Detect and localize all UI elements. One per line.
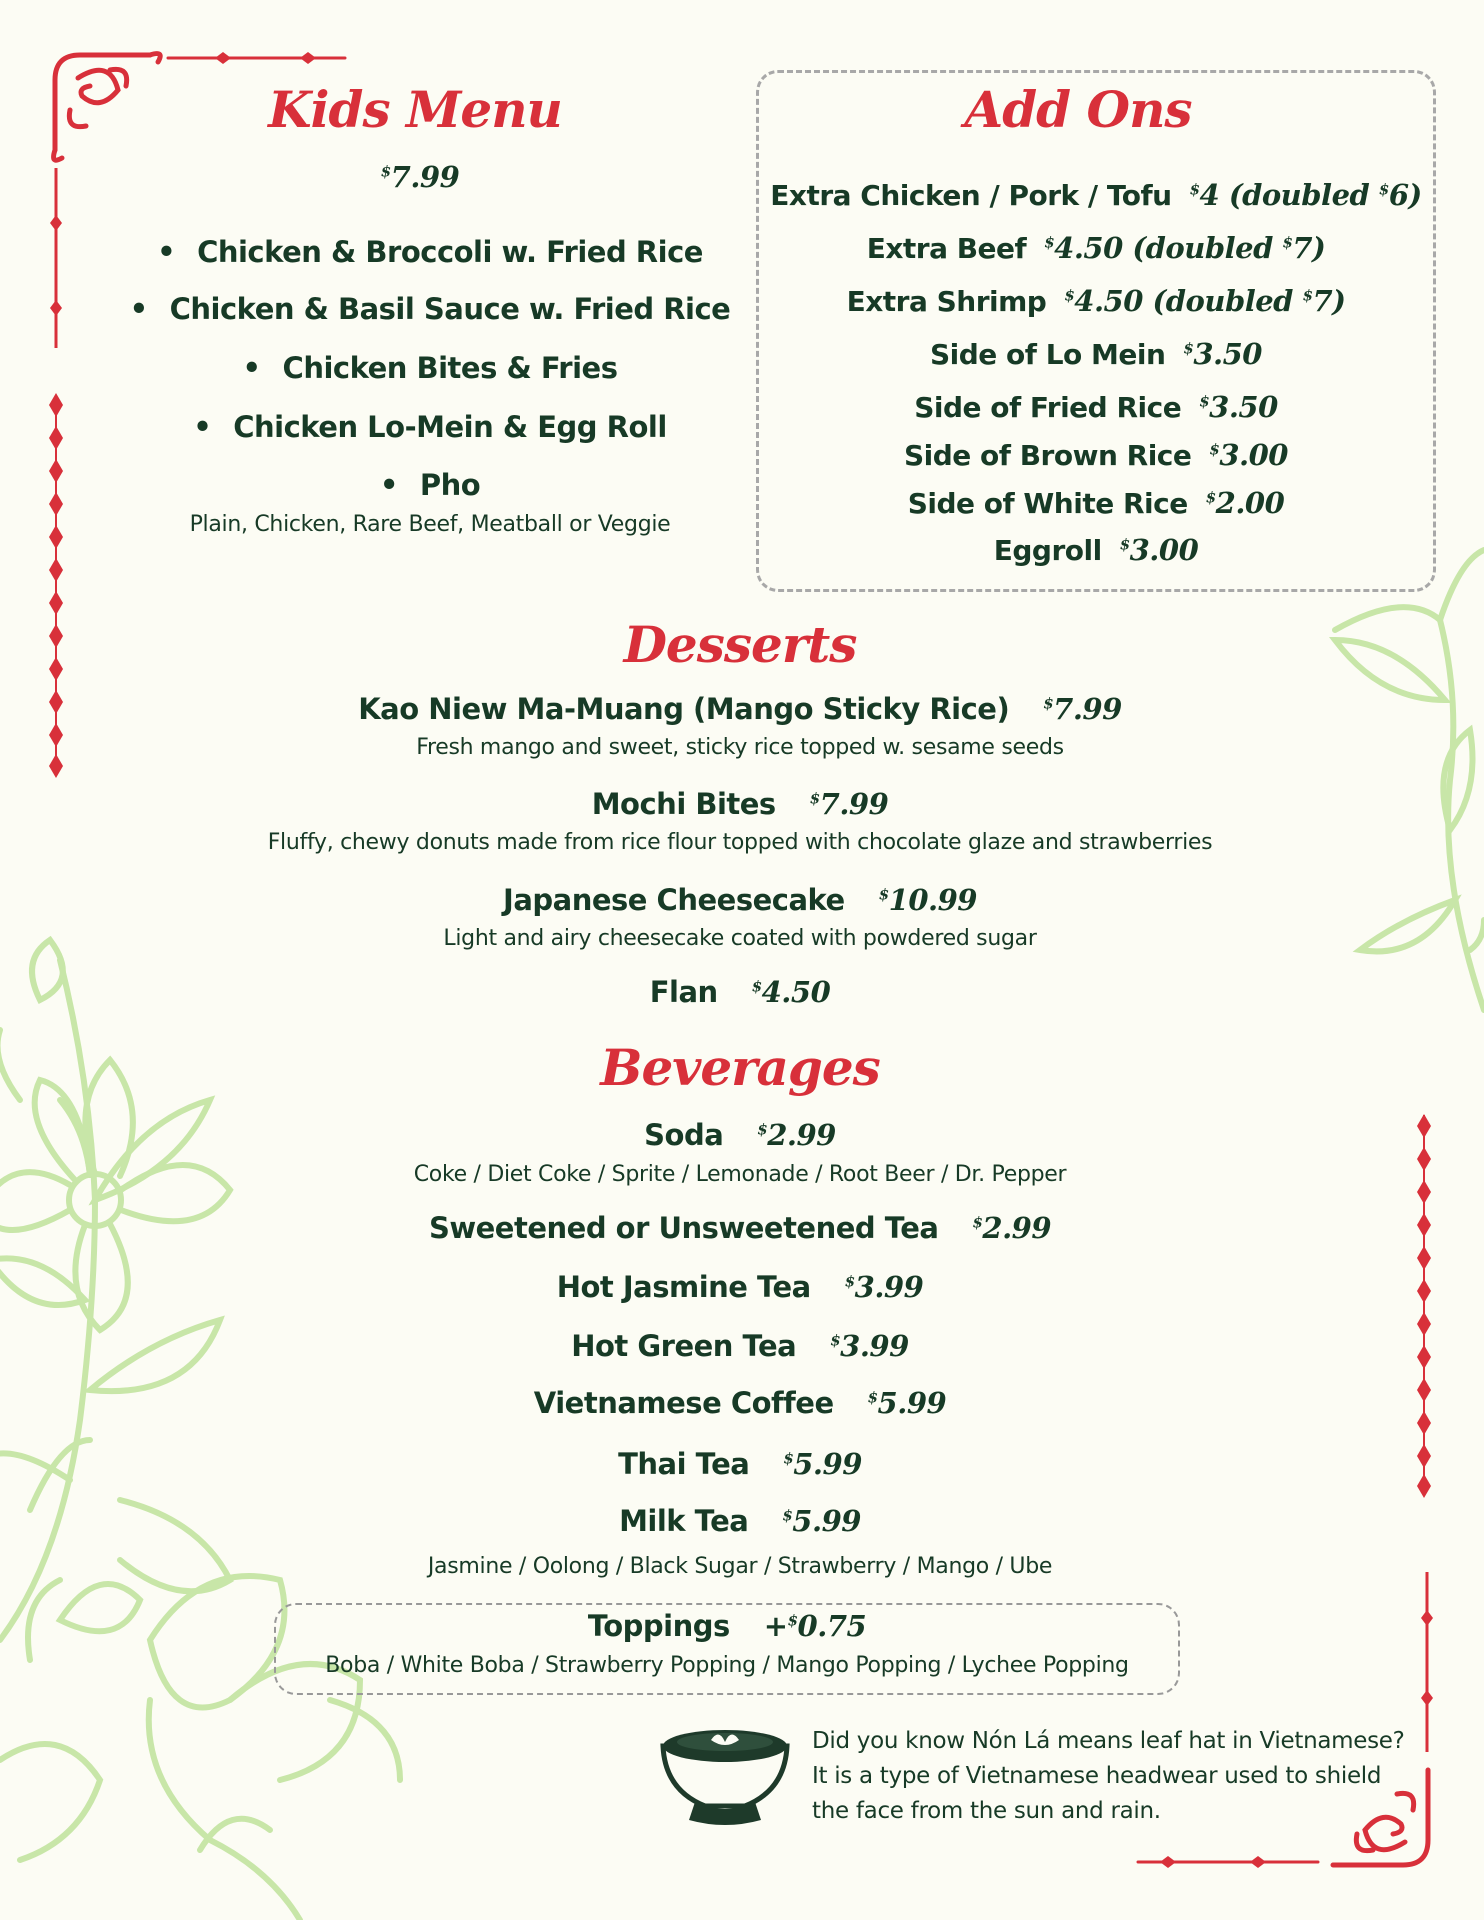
add-on-item: Extra Beef $4.50 (doubled $7) bbox=[866, 231, 1326, 265]
list-item: • Chicken Lo-Mein & Egg Roll bbox=[193, 410, 667, 444]
add-on-item: Side of Fried Rice $3.50 bbox=[914, 390, 1278, 424]
dessert-description: Fresh mango and sweet, sticky rice topped w. sesame seeds bbox=[416, 735, 1064, 760]
add-on-item: Extra Chicken / Pork / Tofu $4 (doubled $6) bbox=[770, 178, 1422, 212]
dessert-description: Fluffy, chewy donuts made from rice flour topped with chocolate glaze and strawberries bbox=[267, 830, 1213, 855]
fun-fact-line: the face from the sun and rain. bbox=[812, 1798, 1161, 1824]
kids-menu-price: $7.99 bbox=[380, 160, 460, 194]
list-item: • Pho bbox=[379, 468, 481, 502]
kids-menu-title: Kids Menu bbox=[268, 80, 562, 139]
add-on-item: Eggroll $3.00 bbox=[993, 533, 1199, 567]
add-on-item: Side of Lo Mein $3.50 bbox=[930, 337, 1262, 371]
dessert-item: Kao Niew Ma-Muang (Mango Sticky Rice) $7.99 bbox=[358, 692, 1122, 726]
beverage-item: Sweetened or Unsweetened Tea $2.99 bbox=[428, 1211, 1052, 1245]
beverage-description: Coke / Diet Coke / Sprite / Lemonade / Root Beer / Dr. Pepper bbox=[413, 1162, 1067, 1187]
toppings-item: Toppings +$0.75 bbox=[587, 1609, 867, 1643]
diamond-chain-icon bbox=[49, 393, 63, 778]
currency-symbol: $ bbox=[380, 162, 391, 181]
list-item: • Chicken & Basil Sauce w. Fried Rice bbox=[129, 292, 731, 326]
beverage-item: Vietnamese Coffee $5.99 bbox=[533, 1386, 947, 1420]
fun-fact-line: It is a type of Vietnamese headwear used to shield bbox=[812, 1763, 1382, 1789]
dessert-description: Light and airy cheesecake coated with powdered sugar bbox=[443, 926, 1037, 951]
add-ons-title: Add Ons bbox=[964, 80, 1192, 139]
list-item: • Chicken Bites & Fries bbox=[242, 351, 618, 385]
beverages-title: Beverages bbox=[600, 1038, 880, 1097]
beverage-item: Thai Tea $5.99 bbox=[618, 1447, 862, 1481]
beverages-section bbox=[240, 1038, 1240, 1598]
add-on-item: Extra Shrimp $4.50 (doubled $7) bbox=[846, 284, 1346, 318]
soup-bowl-icon bbox=[655, 1718, 795, 1828]
toppings-section bbox=[274, 1603, 1180, 1695]
kids-menu-section bbox=[120, 80, 740, 560]
leaf-branch-icon bbox=[1335, 550, 1484, 1010]
toppings-description: Boba / White Boba / Strawberry Popping / Mango Popping / Lychee Popping bbox=[325, 1653, 1129, 1678]
add-on-item: Side of Brown Rice $3.00 bbox=[904, 438, 1288, 472]
fun-fact-line: Did you know Nón Lá means leaf hat in Vietnamese? bbox=[812, 1728, 1405, 1754]
dessert-item: Flan $4.50 bbox=[649, 975, 831, 1009]
beverage-item: Hot Green Tea $3.99 bbox=[571, 1329, 909, 1363]
fun-fact bbox=[812, 1724, 1432, 1829]
beverage-description: Jasmine / Oolong / Black Sugar / Strawberry / Mango / Ube bbox=[427, 1554, 1053, 1579]
pho-options: Plain, Chicken, Rare Beef, Meatball or Veggie bbox=[189, 512, 671, 537]
beverage-item: Soda $2.99 bbox=[644, 1118, 836, 1152]
desserts-title: Desserts bbox=[623, 615, 857, 674]
add-on-item: Side of White Rice $2.00 bbox=[907, 486, 1285, 520]
desserts-section bbox=[240, 615, 1240, 1015]
beverage-item: Hot Jasmine Tea $3.99 bbox=[556, 1270, 924, 1304]
diamond-chain-icon bbox=[1417, 1114, 1431, 1498]
add-ons-section bbox=[756, 80, 1436, 590]
list-item: • Chicken & Broccoli w. Fried Rice bbox=[157, 235, 703, 269]
dessert-item: Mochi Bites $7.99 bbox=[591, 787, 889, 821]
dessert-item: Japanese Cheesecake $10.99 bbox=[503, 883, 977, 917]
beverage-item: Milk Tea $5.99 bbox=[619, 1504, 861, 1538]
